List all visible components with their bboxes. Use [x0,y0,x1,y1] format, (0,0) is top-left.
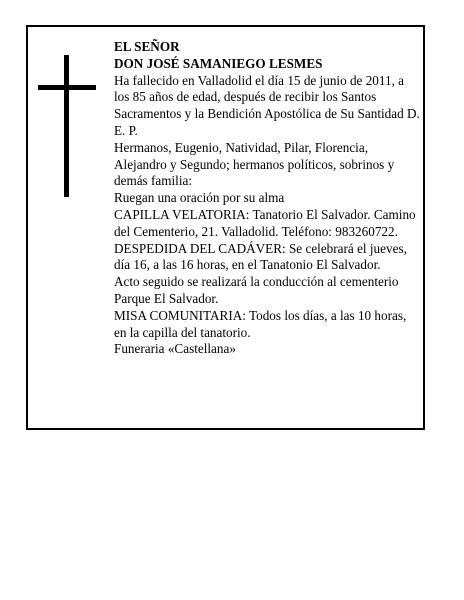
deceased-name: DON JOSÉ SAMANIEGO LESMES [114,55,323,71]
farewell-info: DESPEDIDA DEL CADÁVER: Se celebrará el jueves, día 16, a las 16 horas, en el Tanatonio El Salvador. [114,240,407,273]
notice-title: EL SEÑOR [114,39,180,54]
funeral-home: Funeraria «Castellana» [114,341,236,357]
cross-vertical-bar [64,55,69,197]
family-list: Hermanos, Eugenio, Natividad, Pilar, Florencia, Alejandro y Segundo; hermanos políticos, sobrinos y demás familia: [114,139,395,189]
obituary-text [114,39,420,358]
cross-horizontal-bar [38,85,96,90]
cross-icon [38,55,96,197]
chapel-info: CAPILLA VELATORIA: Tanatorio El Salvador. Camino del Cementerio, 21. Valladolid. Teléfono: 983260722. [114,206,416,239]
mass-info: MISA COMUNITARIA: Todos los días, a las 10 horas, en la capilla del tanatorio. [114,307,407,340]
prayer-request: Ruegan una oración por su alma [114,190,285,206]
burial-info: Acto seguido se realizará la conducción al cementerio Parque El Salvador. [114,274,399,306]
death-announcement: Ha fallecido en Valladolid el día 15 de junio de 2011, a los 85 años de edad, después de recibir los Santos Sacramentos y la Bendición Apostólica de Su Santidad D. E. P. [114,72,420,138]
